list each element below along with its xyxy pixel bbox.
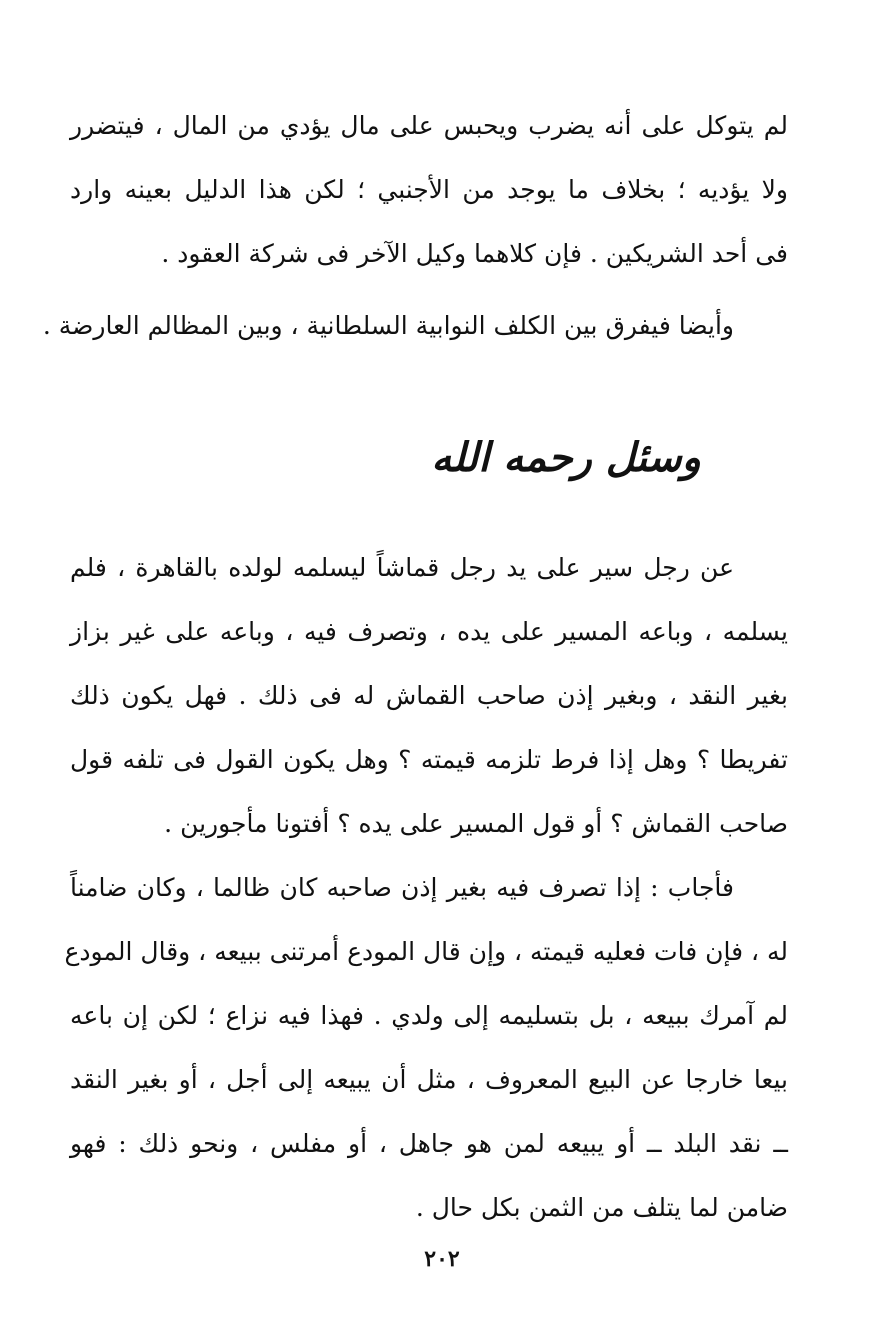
paragraph-2-line-1: وأيضا فيفرق بين الكلف النوابية السلطانية ، وبين المظالم العارضة . — [42, 311, 734, 340]
paragraph-1 — [70, 94, 788, 286]
answer-line-6: ضامن لما يتلف من الثمن بكل حال . — [415, 1193, 788, 1222]
question-line-4: تفريطا ؟ وهل إذا فرط تلزمه قيمته ؟ وهل يكون القول فى تلفه قول — [70, 745, 788, 774]
question-line-3: بغير النقد ، وبغير إذن صاحب القماش له فى ذلك . فهل يكون ذلك — [70, 681, 788, 710]
question-paragraph — [70, 536, 788, 856]
answer-line-3: لم آمرك ببيعه ، بل بتسليمه إلى ولدي . فهذا فيه نزاع ؛ لكن إن باعه — [70, 1001, 788, 1030]
page-number: ٢٠٢ — [424, 1246, 460, 1272]
question-line-1: عن رجل سير على يد رجل قماشاً ليسلمه لولده بالقاهرة ، فلم — [70, 553, 734, 582]
answer-line-4: بيعا خارجا عن البيع المعروف ، مثل أن يبيعه إلى أجل ، أو بغير النقد — [70, 1065, 788, 1094]
answer-line-2: له ، فإن فات فعليه قيمته ، وإن قال المودع أمرتنى ببيعه ، وقال المودع — [64, 937, 788, 966]
answer-line-5: ــ نقد البلد ــ أو يبيعه لمن هو جاهل ، أو مفلس ، ونحو ذلك : فهو — [70, 1129, 788, 1158]
question-line-2: يسلمه ، وباعه المسير على يده ، وتصرف فيه ، وباعه على غير بزاز — [70, 617, 788, 646]
paragraph-2 — [42, 294, 788, 358]
answer-paragraph — [64, 856, 788, 1240]
paragraph-1-line-2: ولا يؤديه ؛ بخلاف ما يوجد من الأجنبي ؛ لكن هذا الدليل بعينه وارد — [70, 175, 788, 204]
answer-line-1: فأجاب : إذا تصرف فيه بغير إذن صاحبه كان ظالما ، وكان ضامناً — [70, 873, 734, 902]
section-heading: وسئل رحمه الله — [431, 434, 701, 481]
paragraph-1-line-1: لم يتوكل على أنه يضرب ويحبس على مال يؤدي من المال ، فيتضرر — [70, 111, 788, 140]
question-line-5: صاحب القماش ؟ أو قول المسير على يده ؟ أفتونا مأجورين . — [164, 809, 788, 838]
paragraph-1-line-3: فى أحد الشريكين . فإن كلاهما وكيل الآخر فى شركة العقود . — [161, 239, 788, 268]
